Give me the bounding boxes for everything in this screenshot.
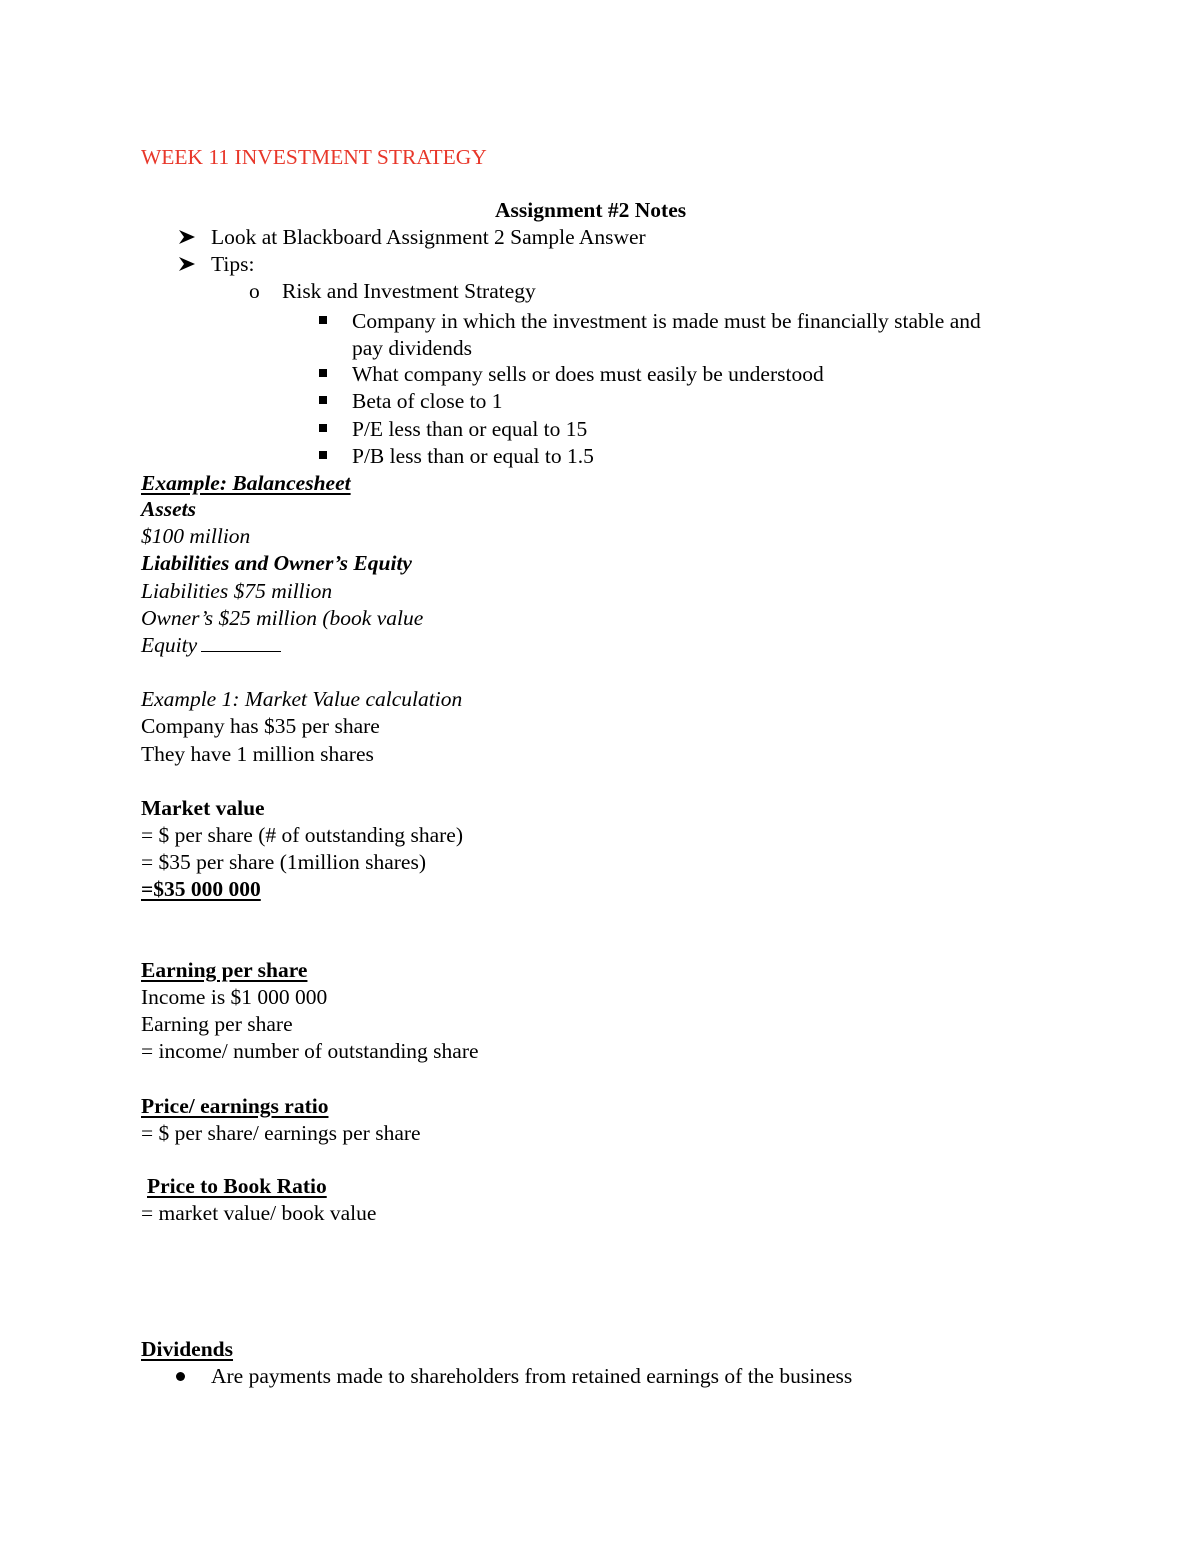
- assets-label: Assets: [141, 497, 196, 521]
- owners-value: Owner’s $25 million (book value: [141, 606, 424, 630]
- tip-pay-dividends: pay dividends: [352, 336, 473, 360]
- pb-heading: Price to Book Ratio: [147, 1174, 327, 1198]
- dividends-bullet: Are payments made to shareholders from retained earnings of the business: [211, 1364, 853, 1388]
- hollow-circle-bullet-icon: o: [249, 279, 260, 303]
- tip-beta: Beta of close to 1: [352, 389, 503, 413]
- document-title: WEEK 11 INVESTMENT STRATEGY: [141, 145, 487, 169]
- bullet-blackboard: Look at Blackboard Assignment 2 Sample Answer: [211, 225, 646, 249]
- eps-line2: Earning per share: [141, 1012, 293, 1036]
- assets-value: $100 million: [141, 524, 251, 548]
- dividends-heading: Dividends: [141, 1337, 234, 1361]
- equity-blank: [201, 637, 281, 652]
- market-value-result: =$35 000 000: [141, 877, 261, 901]
- tip-pb: P/B less than or equal to 1.5: [352, 444, 594, 468]
- pe-formula: = $ per share/ earnings per share: [141, 1121, 421, 1145]
- assignment-heading: Assignment #2 Notes: [495, 198, 687, 222]
- market-value-formula1: = $ per share (# of outstanding share): [141, 823, 463, 847]
- balancesheet-heading: Example: Balancesheet: [141, 471, 351, 495]
- eps-line1: Income is $1 000 000: [141, 985, 328, 1009]
- bullet-tips: Tips:: [211, 252, 255, 276]
- tip-understood: What company sells or does must easily be understood: [352, 362, 824, 386]
- pb-formula: = market value/ book value: [141, 1201, 377, 1225]
- eps-heading: Earning per share: [141, 958, 308, 982]
- square-bullet-icon: [319, 369, 327, 377]
- arrowhead-bullet-icon: [178, 229, 196, 245]
- tip-financially-stable: Company in which the investment is made must be financially stable and: [352, 309, 981, 333]
- square-bullet-icon: [319, 316, 327, 324]
- example1-line2: They have 1 million shares: [141, 742, 374, 766]
- market-value-formula2: = $35 per share (1million shares): [141, 850, 426, 874]
- equity-line: [141, 635, 281, 657]
- square-bullet-icon: [319, 396, 327, 404]
- square-bullet-icon: [319, 424, 327, 432]
- arrowhead-bullet-icon: [178, 256, 196, 272]
- equity-label: Equity: [141, 633, 198, 657]
- sub-bullet-risk: Risk and Investment Strategy: [282, 279, 536, 303]
- example1-heading: Example 1: Market Value calculation: [141, 687, 463, 711]
- market-value-heading: Market value: [141, 796, 265, 820]
- pe-heading: Price/ earnings ratio: [141, 1094, 329, 1118]
- eps-formula: = income/ number of outstanding share: [141, 1039, 479, 1063]
- tip-pe: P/E less than or equal to 15: [352, 417, 588, 441]
- liabilities-value: Liabilities $75 million: [141, 579, 333, 603]
- square-bullet-icon: [319, 451, 327, 459]
- liabilities-heading: Liabilities and Owner’s Equity: [141, 551, 412, 575]
- example1-line1: Company has $35 per share: [141, 714, 380, 738]
- round-bullet-icon: [176, 1372, 185, 1381]
